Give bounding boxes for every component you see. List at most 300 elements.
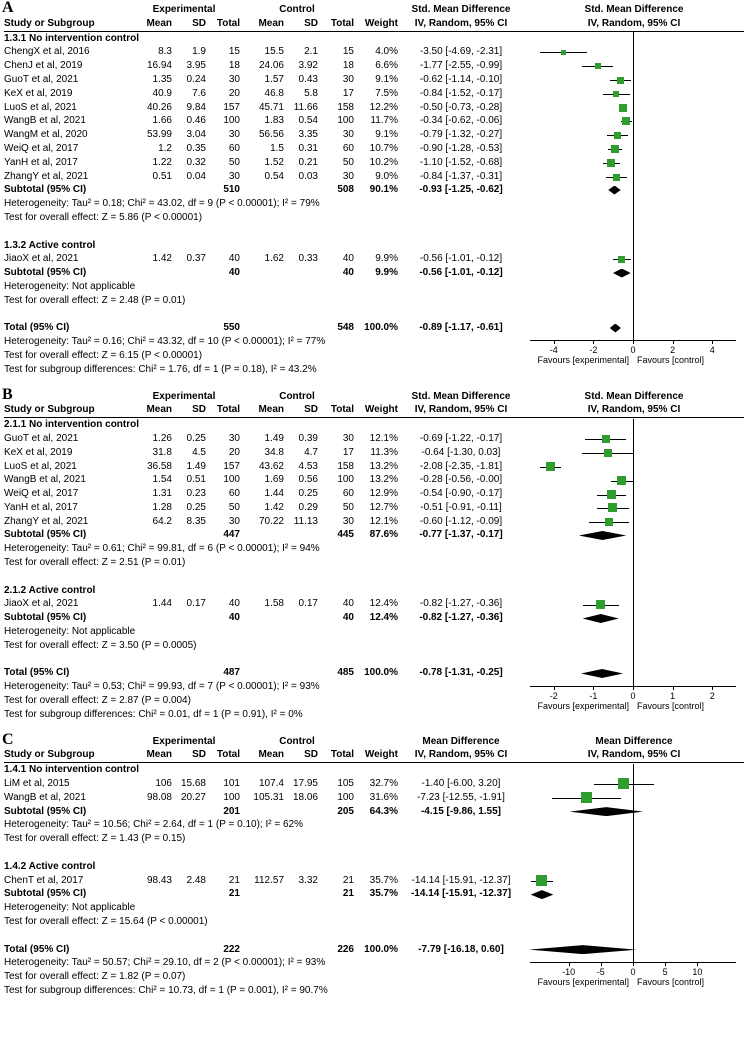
blank-cell (172, 321, 206, 335)
study-name: KeX et al, 2019 (4, 87, 73, 99)
weight-value: 9.9% (375, 267, 398, 279)
experimental-sd: 0.25 (186, 501, 206, 513)
heterogeneity-row (4, 280, 744, 294)
control-total: 60 (342, 142, 354, 154)
subgroup-title-row (4, 239, 744, 253)
effect-ci-text: -0.82 [-1.27, -0.36] (419, 612, 503, 624)
weight-value: 64.3% (369, 805, 398, 817)
spacer-row (4, 929, 744, 943)
axis-tick-label: 4 (709, 345, 715, 355)
subtotal-row (4, 805, 744, 819)
experimental-sd: 0.46 (186, 115, 206, 127)
blank-cell (172, 943, 206, 957)
control-total: 226 (337, 943, 354, 955)
control-sd: 0.29 (298, 501, 318, 513)
study-row (4, 156, 744, 170)
sd-column-header: SD (192, 749, 206, 761)
experimental-mean: 1.42 (152, 253, 172, 265)
subtotal-row (4, 887, 744, 901)
weight-value: 12.4% (369, 598, 398, 610)
effect-ci-text: -0.82 [-1.27, -0.36] (419, 598, 503, 610)
effect-text-header: Std. Mean Difference (411, 390, 511, 402)
total-heterogeneity-row (4, 335, 744, 349)
weight-value: 9.1% (375, 73, 398, 85)
effect-ci-text: -0.90 [-1.28, -0.53] (419, 142, 503, 154)
control-total: 105 (337, 778, 354, 790)
favours-left-label: Favours [experimental] (537, 976, 629, 987)
axis-tick-label: 0 (630, 966, 636, 977)
plot-column-header: IV, Random, 95% CI (587, 749, 681, 761)
footnote-text: Test for overall effect: Z = 2.51 (P = 0.01) (4, 557, 186, 569)
experimental-sd: 1.49 (186, 460, 206, 472)
blank-cell (240, 611, 284, 625)
experimental-total: 18 (228, 60, 240, 72)
effect-text-header: Std. Mean Difference (411, 4, 511, 15)
weight-value: 10.2% (369, 156, 398, 168)
experimental-mean: 1.2 (158, 142, 172, 154)
sd-column-header: SD (304, 404, 318, 416)
experimental-mean: 98.43 (146, 874, 172, 886)
subgroup-differences-row (4, 363, 744, 377)
axis-tick-label: -4 (549, 345, 558, 355)
experimental-mean: 1.54 (152, 474, 172, 486)
pooled-label: Subtotal (95% CI) (4, 267, 87, 279)
control-sd: 0.03 (298, 170, 318, 182)
control-total: 40 (342, 598, 354, 610)
weight-value: 13.2% (369, 474, 398, 486)
control-mean: 1.57 (264, 73, 284, 85)
control-sd: 0.21 (298, 156, 318, 168)
study-name: WangB et al, 2021 (4, 474, 86, 486)
effect-ci-text: -0.93 [-1.25, -0.62] (419, 184, 503, 196)
control-mean: 56.56 (258, 129, 284, 141)
footnote-text: Heterogeneity: Tau² = 10.56; Chi² = 2.64, df = 1 (P = 0.10); I² = 62% (4, 819, 303, 831)
study-row (4, 432, 744, 446)
blank-cell (4, 735, 128, 749)
blank-cell (284, 528, 318, 542)
axis-tick-label: -1 (589, 690, 598, 701)
effect-plot-header: Std. Mean Difference (584, 390, 684, 402)
control-sd: 4.7 (304, 446, 318, 458)
experimental-total: 157 (223, 101, 240, 113)
mean-column-header: Mean (146, 749, 172, 761)
experimental-total: 20 (228, 87, 240, 99)
effect-ci-text: -0.64 [-1.30, 0.03] (421, 446, 501, 458)
experimental-total: 510 (223, 184, 240, 196)
experimental-total: 222 (223, 943, 240, 955)
study-name: ChenJ et al, 2019 (4, 60, 83, 72)
experimental-total: 40 (228, 253, 240, 265)
control-group-header: Control (279, 390, 315, 402)
blank-cell (4, 390, 128, 404)
experimental-total: 157 (223, 460, 240, 472)
ci-column-header: IV, Random, 95% CI (414, 749, 508, 761)
experimental-sd: 4.5 (192, 446, 206, 458)
study-name: GuoT et al, 2021 (4, 432, 79, 444)
overall-effect-row (4, 294, 744, 308)
panel-rows (0, 3, 744, 377)
spacer-row (4, 570, 744, 584)
total-column-header: Total (216, 17, 240, 29)
total-column-header: Total (330, 749, 354, 761)
study-name: LiM et al, 2015 (4, 778, 70, 790)
experimental-mean: 53.99 (146, 129, 172, 141)
overall-effect-row (4, 832, 744, 846)
control-total: 100 (337, 474, 354, 486)
blank-cell (240, 183, 284, 197)
subgroup-title: 1.3.1 No intervention control (4, 32, 140, 44)
footnote-text: Test for overall effect: Z = 1.43 (P = 0.15) (4, 833, 186, 845)
experimental-total: 100 (223, 115, 240, 127)
control-sd: 5.8 (304, 87, 318, 99)
experimental-group-header: Experimental (152, 735, 216, 747)
experimental-total: 100 (223, 474, 240, 486)
total-column-header: Total (330, 17, 354, 29)
weight-value: 100.0% (364, 943, 398, 955)
blank-cell (172, 805, 206, 819)
footnote-text: Heterogeneity: Tau² = 0.16; Chi² = 43.32, df = 10 (P < 0.00001); I² = 77% (4, 336, 326, 348)
experimental-total: 21 (228, 874, 240, 886)
experimental-sd: 20.27 (180, 791, 206, 803)
control-sd: 3.35 (298, 129, 318, 141)
blank-cell (284, 266, 318, 280)
effect-ci-text: -7.23 [-12.55, -1.91] (417, 791, 505, 803)
control-total: 15 (342, 46, 354, 58)
experimental-mean: 98.08 (146, 791, 172, 803)
footnote-text: Heterogeneity: Tau² = 0.61; Chi² = 99.81, df = 6 (P < 0.00001); I² = 94% (4, 543, 320, 555)
pooled-label: Subtotal (95% CI) (4, 805, 87, 817)
study-name: ChenT et al, 2017 (4, 874, 84, 886)
blank-cell (354, 3, 398, 17)
control-sd: 3.32 (298, 874, 318, 886)
experimental-sd: 0.35 (186, 142, 206, 154)
weight-value: 9.1% (375, 129, 398, 141)
total-row (4, 666, 744, 680)
weight-value: 90.1% (369, 184, 398, 196)
experimental-total: 15 (228, 46, 240, 58)
control-mean: 1.62 (264, 253, 284, 265)
control-mean: 112.57 (254, 874, 284, 886)
overall-effect-row (4, 639, 744, 653)
blank-cell (284, 943, 318, 957)
spacer-row (4, 846, 744, 860)
study-row (4, 874, 744, 888)
weight-value: 11.3% (370, 446, 398, 458)
pooled-label: Total (95% CI) (4, 322, 70, 334)
control-sd: 0.31 (298, 142, 318, 154)
experimental-mean: 40.26 (146, 101, 172, 113)
control-total: 30 (342, 129, 354, 141)
effect-ci-text: -0.28 [-0.56, -0.00] (419, 474, 503, 486)
study-name: JiaoX et al, 2021 (4, 598, 79, 610)
subgroup-differences-row (4, 708, 744, 722)
control-total: 158 (337, 101, 354, 113)
effect-ci-text: -0.79 [-1.32, -0.27] (419, 129, 503, 141)
forest-panel-A (0, 0, 744, 377)
axis-tick-label: 0 (630, 690, 636, 701)
axis-tick-label: -2 (549, 690, 558, 701)
blank-cell (4, 3, 128, 17)
experimental-total: 60 (228, 488, 240, 500)
effect-ci-text: -0.54 [-0.90, -0.17] (419, 488, 503, 500)
study-row (4, 515, 744, 529)
experimental-mean: 64.2 (152, 515, 172, 527)
control-mean: 1.69 (264, 474, 284, 486)
blank-cell (354, 390, 398, 404)
control-group-header: Control (279, 4, 315, 15)
study-row (4, 487, 744, 501)
weight-value: 35.7% (369, 888, 398, 900)
weight-value: 13.2% (369, 460, 398, 472)
experimental-mean: 31.8 (152, 446, 172, 458)
overall-effect-row (4, 915, 744, 929)
control-mean: 105.31 (253, 791, 284, 803)
blank-cell (128, 887, 172, 901)
study-name: JiaoX et al, 2021 (4, 253, 79, 265)
plot-column-header: IV, Random, 95% CI (587, 17, 681, 29)
control-total: 508 (337, 184, 354, 196)
panel-label: C (2, 730, 14, 748)
footnote-text: Heterogeneity: Tau² = 0.18; Chi² = 43.02, df = 9 (P < 0.00001); I² = 79% (4, 198, 320, 210)
footnote-text: Test for overall effect: Z = 6.15 (P < 0.00001) (4, 349, 203, 361)
study-row (4, 501, 744, 515)
subtotal-row (4, 266, 744, 280)
effect-ci-text: -0.69 [-1.22, -0.17] (419, 432, 503, 444)
experimental-sd: 0.17 (186, 598, 206, 610)
total-overall-effect-row (4, 694, 744, 708)
control-total: 17 (342, 446, 354, 458)
experimental-mean: 1.35 (152, 73, 172, 85)
control-total: 100 (337, 791, 354, 803)
experimental-sd: 7.6 (192, 87, 206, 99)
blank-cell (240, 666, 284, 680)
study-row (4, 45, 744, 59)
experimental-mean: 36.58 (146, 460, 172, 472)
heterogeneity-row (4, 625, 744, 639)
mean-column-header: Mean (258, 404, 284, 416)
weight-value: 10.7% (369, 142, 398, 154)
total-column-header: Total (330, 404, 354, 416)
subgroup-title: 1.4.1 No intervention control (4, 764, 140, 776)
panel-label: A (2, 0, 14, 16)
mean-column-header: Mean (146, 404, 172, 416)
study-row (4, 777, 744, 791)
pooled-label: Total (95% CI) (4, 667, 70, 679)
weight-value: 31.6% (369, 791, 398, 803)
study-name: ZhangY et al, 2021 (4, 170, 89, 182)
control-total: 60 (342, 488, 354, 500)
experimental-total: 550 (223, 322, 240, 334)
footnote-text: Test for overall effect: Z = 3.50 (P = 0.0005) (4, 639, 197, 651)
blank-cell (172, 666, 206, 680)
mean-column-header: Mean (258, 17, 284, 29)
axis-tick-label: -5 (596, 966, 605, 977)
footnote-text: Test for subgroup differences: Chi² = 1.76, df = 1 (P = 0.18), I² = 43.2% (4, 363, 317, 375)
total-column-header: Total (216, 404, 240, 416)
footnote-text: Test for overall effect: Z = 1.82 (P = 0.07) (4, 971, 186, 983)
control-total: 548 (337, 322, 354, 334)
experimental-total: 40 (228, 267, 240, 279)
effect-ci-text: -0.60 [-1.12, -0.09] (419, 515, 503, 527)
study-name: YanH et al, 2017 (4, 501, 78, 513)
favours-left-label: Favours [experimental] (537, 700, 629, 711)
experimental-sd: 0.51 (186, 474, 206, 486)
control-total: 30 (342, 432, 354, 444)
study-name: WangB et al, 2021 (4, 791, 86, 803)
weight-value: 9.9% (375, 253, 398, 265)
experimental-mean: 1.66 (152, 115, 172, 127)
sd-column-header: SD (304, 749, 318, 761)
experimental-sd: 0.23 (186, 488, 206, 500)
experimental-sd: 0.32 (186, 156, 206, 168)
heterogeneity-row (4, 901, 744, 915)
blank-cell (172, 887, 206, 901)
control-sd: 0.25 (298, 488, 318, 500)
control-total: 30 (342, 515, 354, 527)
experimental-sd: 0.24 (186, 73, 206, 85)
overall-effect-row (4, 556, 744, 570)
panel-rows (0, 390, 744, 722)
control-group-header: Control (279, 735, 315, 747)
experimental-total: 60 (228, 142, 240, 154)
study-name: WangB et al, 2021 (4, 115, 86, 127)
blank-cell (240, 805, 284, 819)
experimental-total: 447 (223, 529, 240, 541)
effect-ci-text: -1.77 [-2.55, -0.99] (419, 60, 503, 72)
effect-ci-text: -0.84 [-1.52, -0.17] (419, 87, 503, 99)
study-row (4, 142, 744, 156)
effect-ci-text: -0.84 [-1.37, -0.31] (419, 170, 503, 182)
control-total: 30 (342, 170, 354, 182)
study-row (4, 791, 744, 805)
blank-cell (240, 887, 284, 901)
weight-column-header: Weight (364, 749, 398, 761)
experimental-sd: 8.35 (186, 515, 206, 527)
experimental-group-header: Experimental (152, 4, 216, 15)
axis-tick-label: 2 (709, 690, 715, 701)
study-name: YanH et al, 2017 (4, 156, 78, 168)
plot-column-header: IV, Random, 95% CI (587, 404, 681, 416)
control-total: 205 (337, 805, 354, 817)
footnote-text: Heterogeneity: Not applicable (4, 902, 136, 914)
experimental-mean: 1.22 (152, 156, 172, 168)
ci-column-header: IV, Random, 95% CI (414, 17, 508, 29)
blank-cell (172, 611, 206, 625)
experimental-sd: 2.48 (186, 874, 206, 886)
heterogeneity-row (4, 542, 744, 556)
weight-value: 100.0% (364, 322, 398, 334)
weight-column-header: Weight (364, 404, 398, 416)
control-sd: 11.13 (293, 515, 318, 527)
effect-ci-text: -3.50 [-4.69, -2.31] (419, 46, 503, 58)
effect-ci-text: -0.34 [-0.62, -0.06] (419, 115, 503, 127)
control-sd: 3.92 (298, 60, 318, 72)
experimental-sd: 9.84 (186, 101, 206, 113)
control-total: 50 (342, 501, 354, 513)
axis-tick-label: -10 (562, 966, 576, 977)
footnote-text: Test for overall effect: Z = 15.64 (P < 0.00001) (4, 916, 208, 927)
effect-ci-text: -7.79 [-16.18, 0.60] (418, 943, 504, 955)
experimental-total: 30 (228, 515, 240, 527)
weight-value: 7.5% (375, 87, 398, 99)
subgroup-title-row (4, 32, 744, 46)
blank-cell (128, 805, 172, 819)
total-column-header: Total (216, 749, 240, 761)
study-row (4, 87, 744, 101)
blank-cell (284, 321, 318, 335)
blank-cell (240, 321, 284, 335)
study-row (4, 73, 744, 87)
subgroup-title-row (4, 763, 744, 777)
control-total: 50 (342, 156, 354, 168)
control-total: 485 (337, 667, 354, 679)
pooled-label: Subtotal (95% CI) (4, 888, 87, 900)
pooled-label: Total (95% CI) (4, 943, 70, 955)
control-mean: 45.71 (258, 101, 284, 113)
study-name: LuoS et al, 2021 (4, 460, 77, 472)
experimental-sd: 3.95 (186, 60, 206, 72)
experimental-mean: 40.9 (152, 87, 172, 99)
experimental-sd: 1.9 (192, 46, 206, 58)
experimental-total: 30 (228, 170, 240, 182)
experimental-total: 40 (228, 598, 240, 610)
control-mean: 24.06 (258, 60, 284, 72)
effect-plot-header: Mean Difference (595, 735, 673, 747)
pooled-label: Subtotal (95% CI) (4, 529, 87, 541)
axis-tick-label: 5 (662, 966, 668, 977)
study-row (4, 252, 744, 266)
weight-value: 6.6% (375, 60, 398, 72)
control-mean: 1.58 (264, 598, 284, 610)
blank-cell (172, 183, 206, 197)
control-total: 18 (342, 60, 354, 72)
control-sd: 0.33 (298, 253, 318, 265)
experimental-group-header: Experimental (152, 390, 216, 402)
heterogeneity-row (4, 197, 744, 211)
effect-ci-text: -14.14 [-15.91, -12.37] (411, 874, 511, 886)
subgroup-title: 2.1.1 No intervention control (4, 419, 140, 431)
footnote-text: Heterogeneity: Tau² = 50.57; Chi² = 29.10, df = 2 (P < 0.00001); I² = 93% (4, 957, 326, 969)
effect-ci-text: -0.56 [-1.01, -0.12] (419, 267, 503, 279)
study-row (4, 59, 744, 73)
weight-column-header: Weight (364, 17, 398, 29)
blank-cell (284, 887, 318, 901)
axis-tick-label: 10 (692, 966, 703, 977)
pooled-label: Subtotal (95% CI) (4, 184, 87, 196)
study-name: ChengX et al, 2016 (4, 46, 90, 58)
control-total: 17 (342, 87, 354, 99)
study-row (4, 597, 744, 611)
experimental-total: 50 (228, 156, 240, 168)
control-mean: 107.4 (258, 778, 284, 790)
experimental-mean: 16.94 (146, 60, 172, 72)
effect-ci-text: -1.10 [-1.52, -0.68] (419, 156, 503, 168)
footnote-text: Test for overall effect: Z = 2.48 (P = 0.01) (4, 294, 186, 306)
heterogeneity-row (4, 818, 744, 832)
experimental-total: 100 (223, 791, 240, 803)
total-heterogeneity-row (4, 956, 744, 970)
subgroup-title-row (4, 860, 744, 874)
spacer-row (4, 653, 744, 667)
experimental-mean: 1.44 (152, 598, 172, 610)
blank-cell (128, 666, 172, 680)
overall-effect-row (4, 211, 744, 225)
experimental-total: 30 (228, 73, 240, 85)
effect-ci-text: -1.40 [-6.00, 3.20] (421, 778, 501, 790)
study-row (4, 473, 744, 487)
control-sd: 18.06 (292, 791, 318, 803)
study-row (4, 170, 744, 184)
